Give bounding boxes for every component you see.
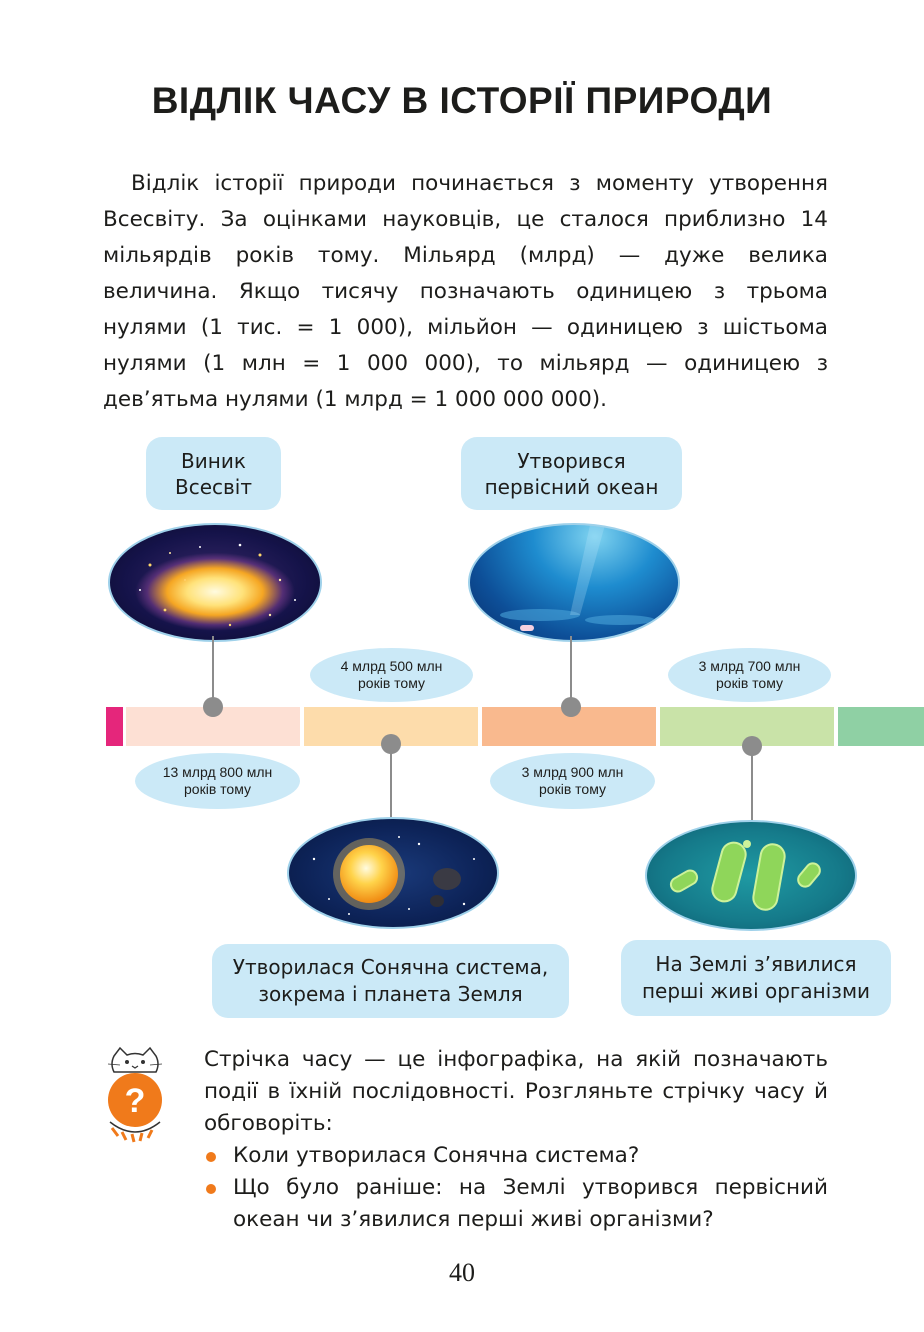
date-line: 3 млрд 700 млн [698, 658, 801, 674]
water-rays-icon [470, 525, 678, 640]
event-label-line: зокрема і планета Земля [258, 982, 523, 1006]
event-label-line: Утворилася Сонячна система, [232, 955, 549, 979]
date-line: років тому [539, 781, 606, 797]
discussion-list [204, 1140, 828, 1236]
date-bubble-universe [135, 753, 300, 809]
event-label-line: На Землі з’явилися [655, 952, 857, 976]
event-label-line: Утворився [517, 448, 626, 473]
bullet-icon [206, 1184, 216, 1194]
event-label-line: перші живі організми [641, 979, 871, 1003]
date-line: 3 млрд 900 млн [521, 764, 624, 780]
bacteria-icon [647, 822, 855, 929]
sun-icon [289, 819, 497, 927]
timeline-marker-universe [203, 697, 223, 717]
event-label-ocean [461, 437, 682, 510]
connector-line [751, 744, 753, 824]
page-number: 40 [449, 1258, 475, 1287]
date-bubble-ocean [490, 753, 655, 809]
list-item [204, 1172, 828, 1236]
event-label-solar-system [212, 944, 569, 1018]
discussion-text: Стрічка часу — це інфографіка, на якій позначають події в їхній послідовності. Розгляньте стрічку часу й обговоріть: [204, 1047, 828, 1136]
event-label-universe [146, 437, 281, 510]
discussion-block [204, 1044, 828, 1236]
bullet-icon [206, 1152, 216, 1162]
connector-line [212, 636, 214, 706]
event-label-life [621, 940, 891, 1016]
bacteria-image [645, 820, 857, 931]
event-label-line: Виник [181, 448, 246, 473]
timeline-marker-ocean [561, 697, 581, 717]
list-item-text: Що було раніше: на Землі утворився первісний океан чи з’явилися перші живі організми? [233, 1175, 828, 1232]
timeline-marker-life [742, 736, 762, 756]
event-label-line: Всесвіт [174, 474, 252, 499]
page-title: ВІДЛІК ЧАСУ В ІСТОРІЇ ПРИРОДИ [151, 80, 773, 121]
ocean-image [468, 523, 680, 642]
event-label-line: первісний океан [484, 474, 659, 499]
date-line: 13 млрд 800 млн [162, 764, 273, 780]
date-line: років тому [716, 675, 783, 691]
sparkles-icon [110, 525, 320, 640]
intro-paragraph [103, 166, 828, 418]
cat-question-mark-icon [100, 1046, 170, 1146]
big-bang-image [108, 523, 322, 642]
date-line: років тому [184, 781, 251, 797]
timeline-segment-start [106, 707, 123, 746]
date-line: 4 млрд 500 млн [340, 658, 443, 674]
timeline-marker-solar-system [381, 734, 401, 754]
date-line: років тому [358, 675, 425, 691]
timeline-segment-5 [838, 707, 924, 746]
connector-line [570, 636, 572, 706]
date-bubble-life [668, 648, 831, 702]
connector-line [390, 744, 392, 828]
list-item [204, 1140, 828, 1172]
solar-system-image [287, 817, 499, 929]
svg-text:?: ? [124, 1082, 146, 1120]
list-item-text: Коли утворилася Сонячна система? [233, 1143, 640, 1168]
intro-text: Відлік історії природи починається з моменту утворення Всесвіту. За оцінками науковців, це сталося приблизно 14 мільярдів років тому. Мільярд (млрд) — дуже велика величина. Якщо тисячу позначають одиницею з трьома нулями (1 тис. = 1 000), мільйон — одиницею з шістьома нулями (1 млн = 1 000 000), то мільярд — одиницею з дев’ятьма нулями (1 млрд = 1 000 000 000). [103, 171, 828, 412]
date-bubble-solar-system [310, 648, 473, 702]
